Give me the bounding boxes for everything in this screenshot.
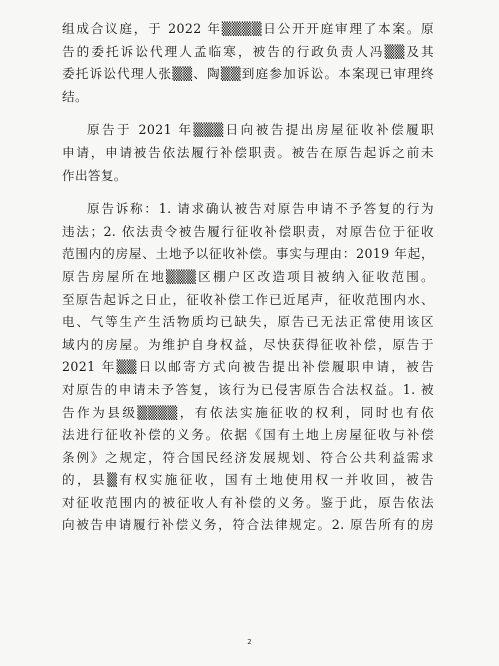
text-line: 原告于 2021 年▒▒▒日向被告提出房屋征收补偿履职 xyxy=(87,122,434,138)
text-line: 法进行征收补偿的义务。依据《国有土地上房屋征收与补偿 xyxy=(62,427,434,443)
text-line: 向被告申请履行补偿义务，符合法律规定。2. 原告所有的房 xyxy=(62,517,434,533)
paragraph-plaintiff-claims xyxy=(62,198,434,537)
text-line: 组成合议庭，于 2022 年▒▒▒▒日公开开庭审理了本案。原 xyxy=(62,21,434,36)
text-line: 范围内的房屋、土地予以征收补偿。事实与理由：2019 年起， xyxy=(62,246,434,262)
text-line: 2021 年▒▒日以邮寄方式向被告提出补偿履职申请，被告 xyxy=(62,359,434,375)
text-line: 至原告起诉之日止，征收补偿工作已近尾声，征收范围内水、 xyxy=(62,291,434,307)
paragraph-application xyxy=(62,119,434,187)
text-line: 电、气等生产生活物质均已缺失，原告已无法正常使用该区 xyxy=(62,314,434,330)
text-line: 对原告的申请未予答复，该行为已侵害原告合法权益。1. 被 xyxy=(62,381,434,397)
text-line: 域内的房屋。为维护自身权益，尽快获得征收补偿，原告于 xyxy=(62,336,434,352)
text-line: 原告房屋所在地▒▒▒区棚户区改造项目被纳入征收范围。 xyxy=(62,268,434,284)
text-line: 告的委托诉讼代理人孟临寒，被告的行政负责人冯▒▒及其 xyxy=(62,43,434,59)
page-number: 2 xyxy=(247,638,252,646)
text-line: 委托诉讼代理人张▒▒、陶▒▒到庭参加诉讼。本案现已审理终 xyxy=(62,66,434,82)
text-line: 的，县▒有权实施征收，国有土地使用权一并收回，被告 xyxy=(62,472,434,488)
text-line: 申请，申请被告依法履行补偿职责。被告在原告起诉之前未 xyxy=(62,144,434,160)
text-line: 告作为县级▒▒▒▒，有依法实施征收的权利，同时也有依 xyxy=(62,404,434,420)
text-line: 作出答复。 xyxy=(62,167,127,183)
text-line: 原告诉称：1. 请求确认被告对原告申请不予答复的行为 xyxy=(87,201,434,217)
paragraph-trial-info xyxy=(62,18,434,108)
text-line: 违法；2. 依法责令被告履行征收补偿职责，对原告位于征收 xyxy=(62,223,434,239)
text-line: 结。 xyxy=(62,88,88,104)
text-line: 条例》之规定，符合国民经济发展规划、符合公共利益需求 xyxy=(62,449,434,465)
text-line: 对征收范围内的被征收人有补偿的义务。鉴于此，原告依法 xyxy=(62,494,434,510)
document-body xyxy=(62,18,434,537)
